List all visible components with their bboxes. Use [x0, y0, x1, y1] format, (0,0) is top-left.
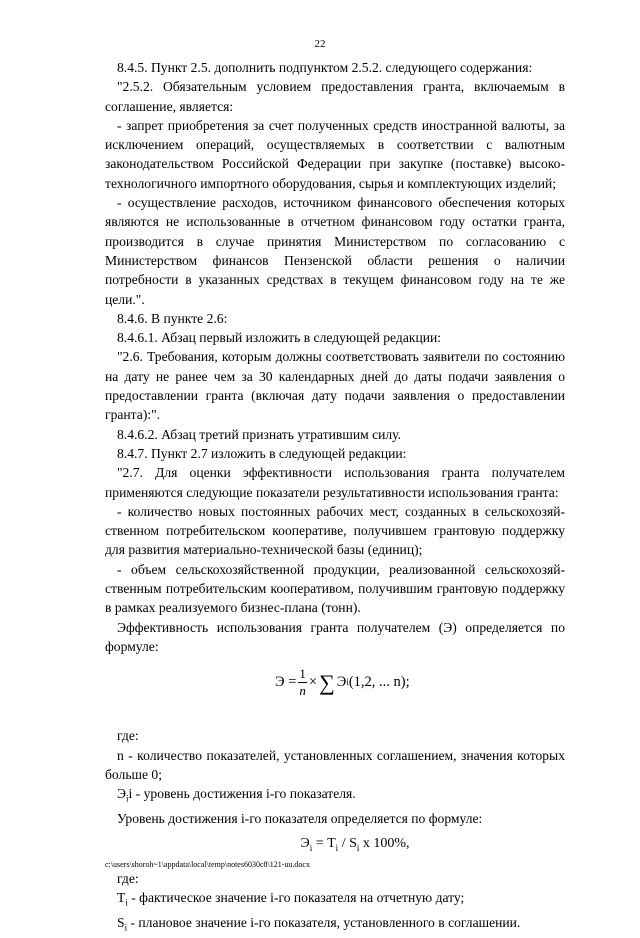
formula-eq: =: [312, 836, 328, 852]
formula-times: ×: [308, 674, 318, 691]
t-symbol: Т: [117, 889, 126, 905]
fraction-numerator: 1: [299, 666, 306, 682]
paragraph: 8.4.7. Пункт 2.7 изложить в следующей редакции:: [117, 445, 407, 461]
efficiency-formula: [105, 660, 565, 718]
subscript: i: [309, 843, 313, 854]
e-symbol: Э: [117, 786, 126, 802]
subscript: i: [335, 843, 339, 854]
paragraph-text: - фактическое значение i-го показателя на отчетную дату;: [127, 889, 465, 905]
paragraph: 8.4.6. В пункте 2.6:: [117, 310, 228, 326]
s-symbol: S: [117, 914, 125, 930]
paragraph: "2.7. Для оценки эффективности использования гранта получателем применяются следующие показатели результативности использования гранта:: [105, 465, 565, 500]
formula-fraction: [298, 666, 307, 699]
paragraph: 8.4.5. Пункт 2.5. дополнить подпунктом 2.5.2. следующего содержания:: [117, 60, 533, 75]
formula-end: ;: [405, 674, 410, 691]
paragraph: 8.4.6.2. Абзац третий признать утратившим силу.: [117, 426, 402, 442]
paragraph: [105, 913, 565, 938]
sum-symbol: ∑: [319, 670, 335, 696]
paragraph: - количество новых постоянных рабочих мест, созданных в сельскохозяй-ственном потребительском кооперативе, получившем грантовую поддержку для развития материально-технической базы (единиц);: [105, 503, 565, 558]
formula-t: Т: [327, 836, 336, 852]
paragraph: Эффективность использования гранта получателем (Э) определяется по формуле:: [105, 619, 565, 654]
formula-lhs: Э =: [275, 674, 297, 691]
subscript: i: [356, 843, 360, 854]
paragraph: [105, 888, 565, 913]
paragraph: "2.5.2. Обязательным условием предоставления гранта, включаемым в соглашение, является:: [105, 79, 565, 114]
paragraph: - осуществление расходов, источником финансового обеспечения которых являются не использованные в отчетном финансовом году остатки гранта, производится в случае принятия Министерством по согласованию с Министерством финансов Пензенской области решения о наличии потребности в указанных средствах в текущем финансовом году на те же цели.".: [105, 195, 565, 307]
formula-subscript: i: [346, 677, 349, 688]
formula-args: (1,2, ... n): [348, 674, 406, 691]
paragraph: 8.4.6.1. Абзац первый изложить в следующей редакции:: [117, 330, 442, 346]
paragraph: n - количество показателей, установленных соглашением, значения которых больше 0;: [105, 747, 565, 782]
paragraph: [105, 784, 565, 809]
achievement-formula: [145, 834, 565, 858]
subscript: i: [125, 793, 129, 804]
paragraph: - объем сельскохозяйственной продукции, реализованной сельскохозяй-ственным потребительским кооперативом, получившим грантовую поддержку в рамках реализуемого бизнес-плана (тонн).: [105, 561, 565, 616]
paragraph-text: - плановое значение i-го показателя, установленного в соглашении.: [127, 914, 521, 930]
paragraph: - запрет приобретения за счет полученных средств иностранной валюты, за исключением операций, осуществляемых в соответствии с валютным законодательством Российской Федерации при закупке (поставке) высоко-технологичного импортного оборудования, сырья и комплектующих изделий;: [105, 117, 565, 191]
subscript: i: [124, 922, 128, 933]
formula-slash: /: [338, 836, 350, 852]
file-path-footer: c:\users\shoroh~1\appdata\local\temp\notes6030c8\121-uu.docx: [105, 860, 310, 869]
fraction-denominator: n: [299, 683, 306, 699]
page-number: 22: [314, 38, 326, 50]
document-body: [105, 58, 565, 938]
subscript: i: [125, 897, 128, 908]
formula-s: S: [349, 836, 357, 852]
formula-rest: х 100%,: [359, 836, 410, 852]
paragraph: Уровень достижения i-го показателя определяется по формуле:: [117, 811, 483, 827]
paragraph: "2.6. Требования, которым должны соответствовать заявители по состоянию на дату не ранее чем за 30 календарных дней до даты подачи заявления о предоставлении гранта (включая дату подачи заявления о предоставлении гранта):".: [105, 349, 565, 423]
formula-term: Э: [336, 674, 347, 691]
paragraph: где:: [117, 870, 139, 886]
paragraph-text: i - уровень достижения i-го показателя.: [128, 786, 356, 802]
paragraph: где:: [117, 728, 139, 744]
formula-e: Э: [300, 836, 310, 852]
